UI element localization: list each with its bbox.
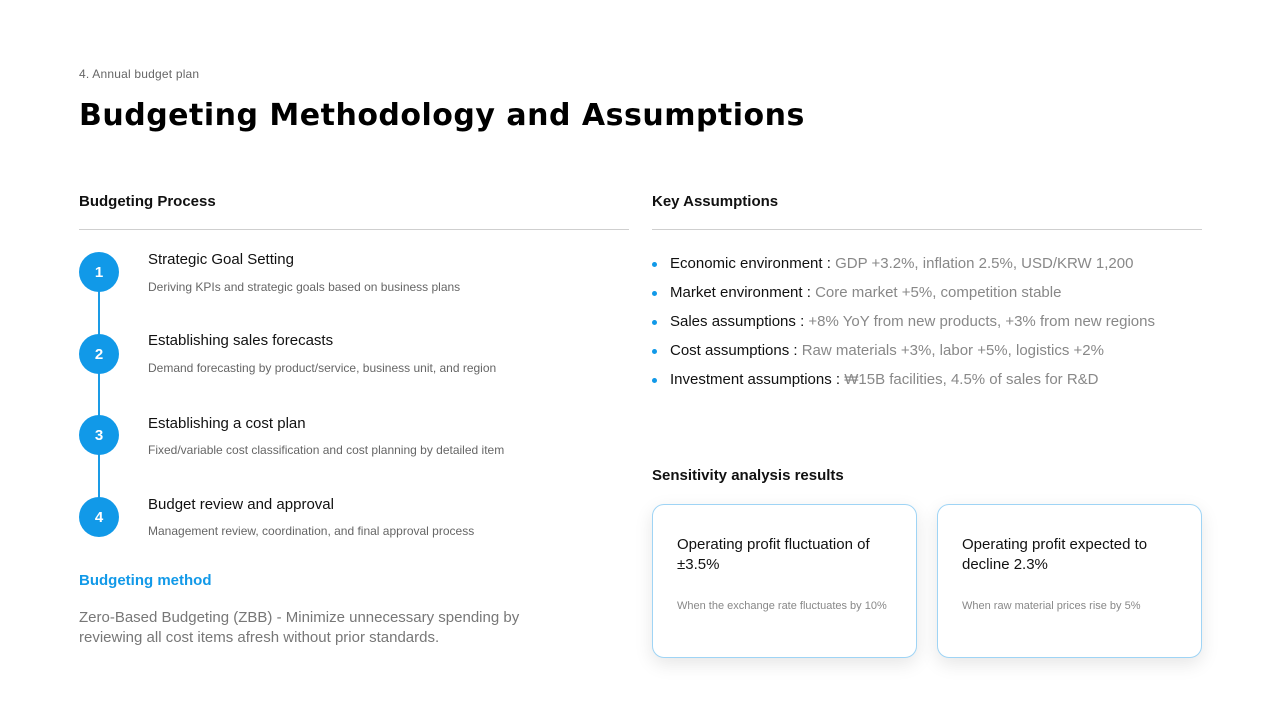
bullet-icon (652, 291, 657, 296)
step-title: Strategic Goal Setting (148, 251, 294, 268)
page-title: Budgeting Methodology and Assumptions (79, 98, 805, 133)
bullet-icon (652, 320, 657, 325)
process-step (79, 497, 599, 557)
step-description: Demand forecasting by product/service, business unit, and region (148, 361, 497, 375)
step-number-badge: 1 (79, 252, 119, 292)
assumption-value: Core market +5%, competition stable (815, 284, 1062, 301)
step-title: Budget review and approval (148, 496, 334, 513)
assumption-item (652, 284, 1212, 313)
process-divider (79, 229, 629, 230)
breadcrumb: 4. Annual budget plan (79, 67, 200, 81)
assumption-label: Cost assumptions : (670, 342, 802, 359)
assumption-label: Economic environment : (670, 255, 836, 272)
step-number-badge: 3 (79, 415, 119, 455)
assumption-item (652, 342, 1212, 371)
assumption-label: Market environment : (670, 284, 816, 301)
assumption-value: +8% YoY from new products, +3% from new regions (808, 313, 1155, 330)
assumption-item (652, 313, 1212, 342)
card-title: Operating profit expected to decline 2.3% (962, 536, 1148, 573)
assumption-value: ₩15B facilities, 4.5% of sales for R&D (844, 371, 1099, 388)
assumption-value: Raw materials +3%, labor +5%, logistics +2% (801, 342, 1104, 359)
card-note: When raw material prices rise by 5% (962, 600, 1141, 612)
assumptions-heading: Key Assumptions (652, 193, 779, 210)
assumption-value: GDP +3.2%, inflation 2.5%, USD/KRW 1,200 (835, 255, 1134, 272)
sensitivity-card (937, 504, 1202, 658)
bullet-icon (652, 262, 657, 267)
assumptions-divider (652, 229, 1202, 230)
assumption-item (652, 255, 1212, 284)
bullet-icon (652, 349, 657, 354)
method-heading: Budgeting method (79, 572, 212, 589)
method-text: Zero-Based Budgeting (ZBB) - Minimize unnecessary spending by reviewing all cost items afresh without prior standards. (79, 609, 520, 646)
step-number-badge: 2 (79, 334, 119, 374)
step-title: Establishing sales forecasts (148, 332, 334, 349)
assumption-list (652, 255, 1212, 400)
process-step (79, 252, 599, 312)
card-note: When the exchange rate fluctuates by 10% (677, 600, 887, 612)
sensitivity-card (652, 504, 917, 658)
process-step (79, 334, 599, 394)
assumption-item (652, 371, 1212, 400)
step-description: Management review, coordination, and final approval process (148, 524, 475, 538)
step-title: Establishing a cost plan (148, 415, 306, 432)
process-heading: Budgeting Process (79, 193, 216, 210)
assumption-label: Investment assumptions : (670, 371, 845, 388)
step-description: Fixed/variable cost classification and cost planning by detailed item (148, 443, 505, 457)
card-title: Operating profit fluctuation of ±3.5% (677, 536, 870, 573)
bullet-icon (652, 378, 657, 383)
assumption-label: Sales assumptions : (670, 313, 809, 330)
step-number-badge: 4 (79, 497, 119, 537)
sensitivity-heading: Sensitivity analysis results (652, 467, 844, 484)
process-step (79, 415, 599, 475)
step-description: Deriving KPIs and strategic goals based on business plans (148, 280, 461, 294)
